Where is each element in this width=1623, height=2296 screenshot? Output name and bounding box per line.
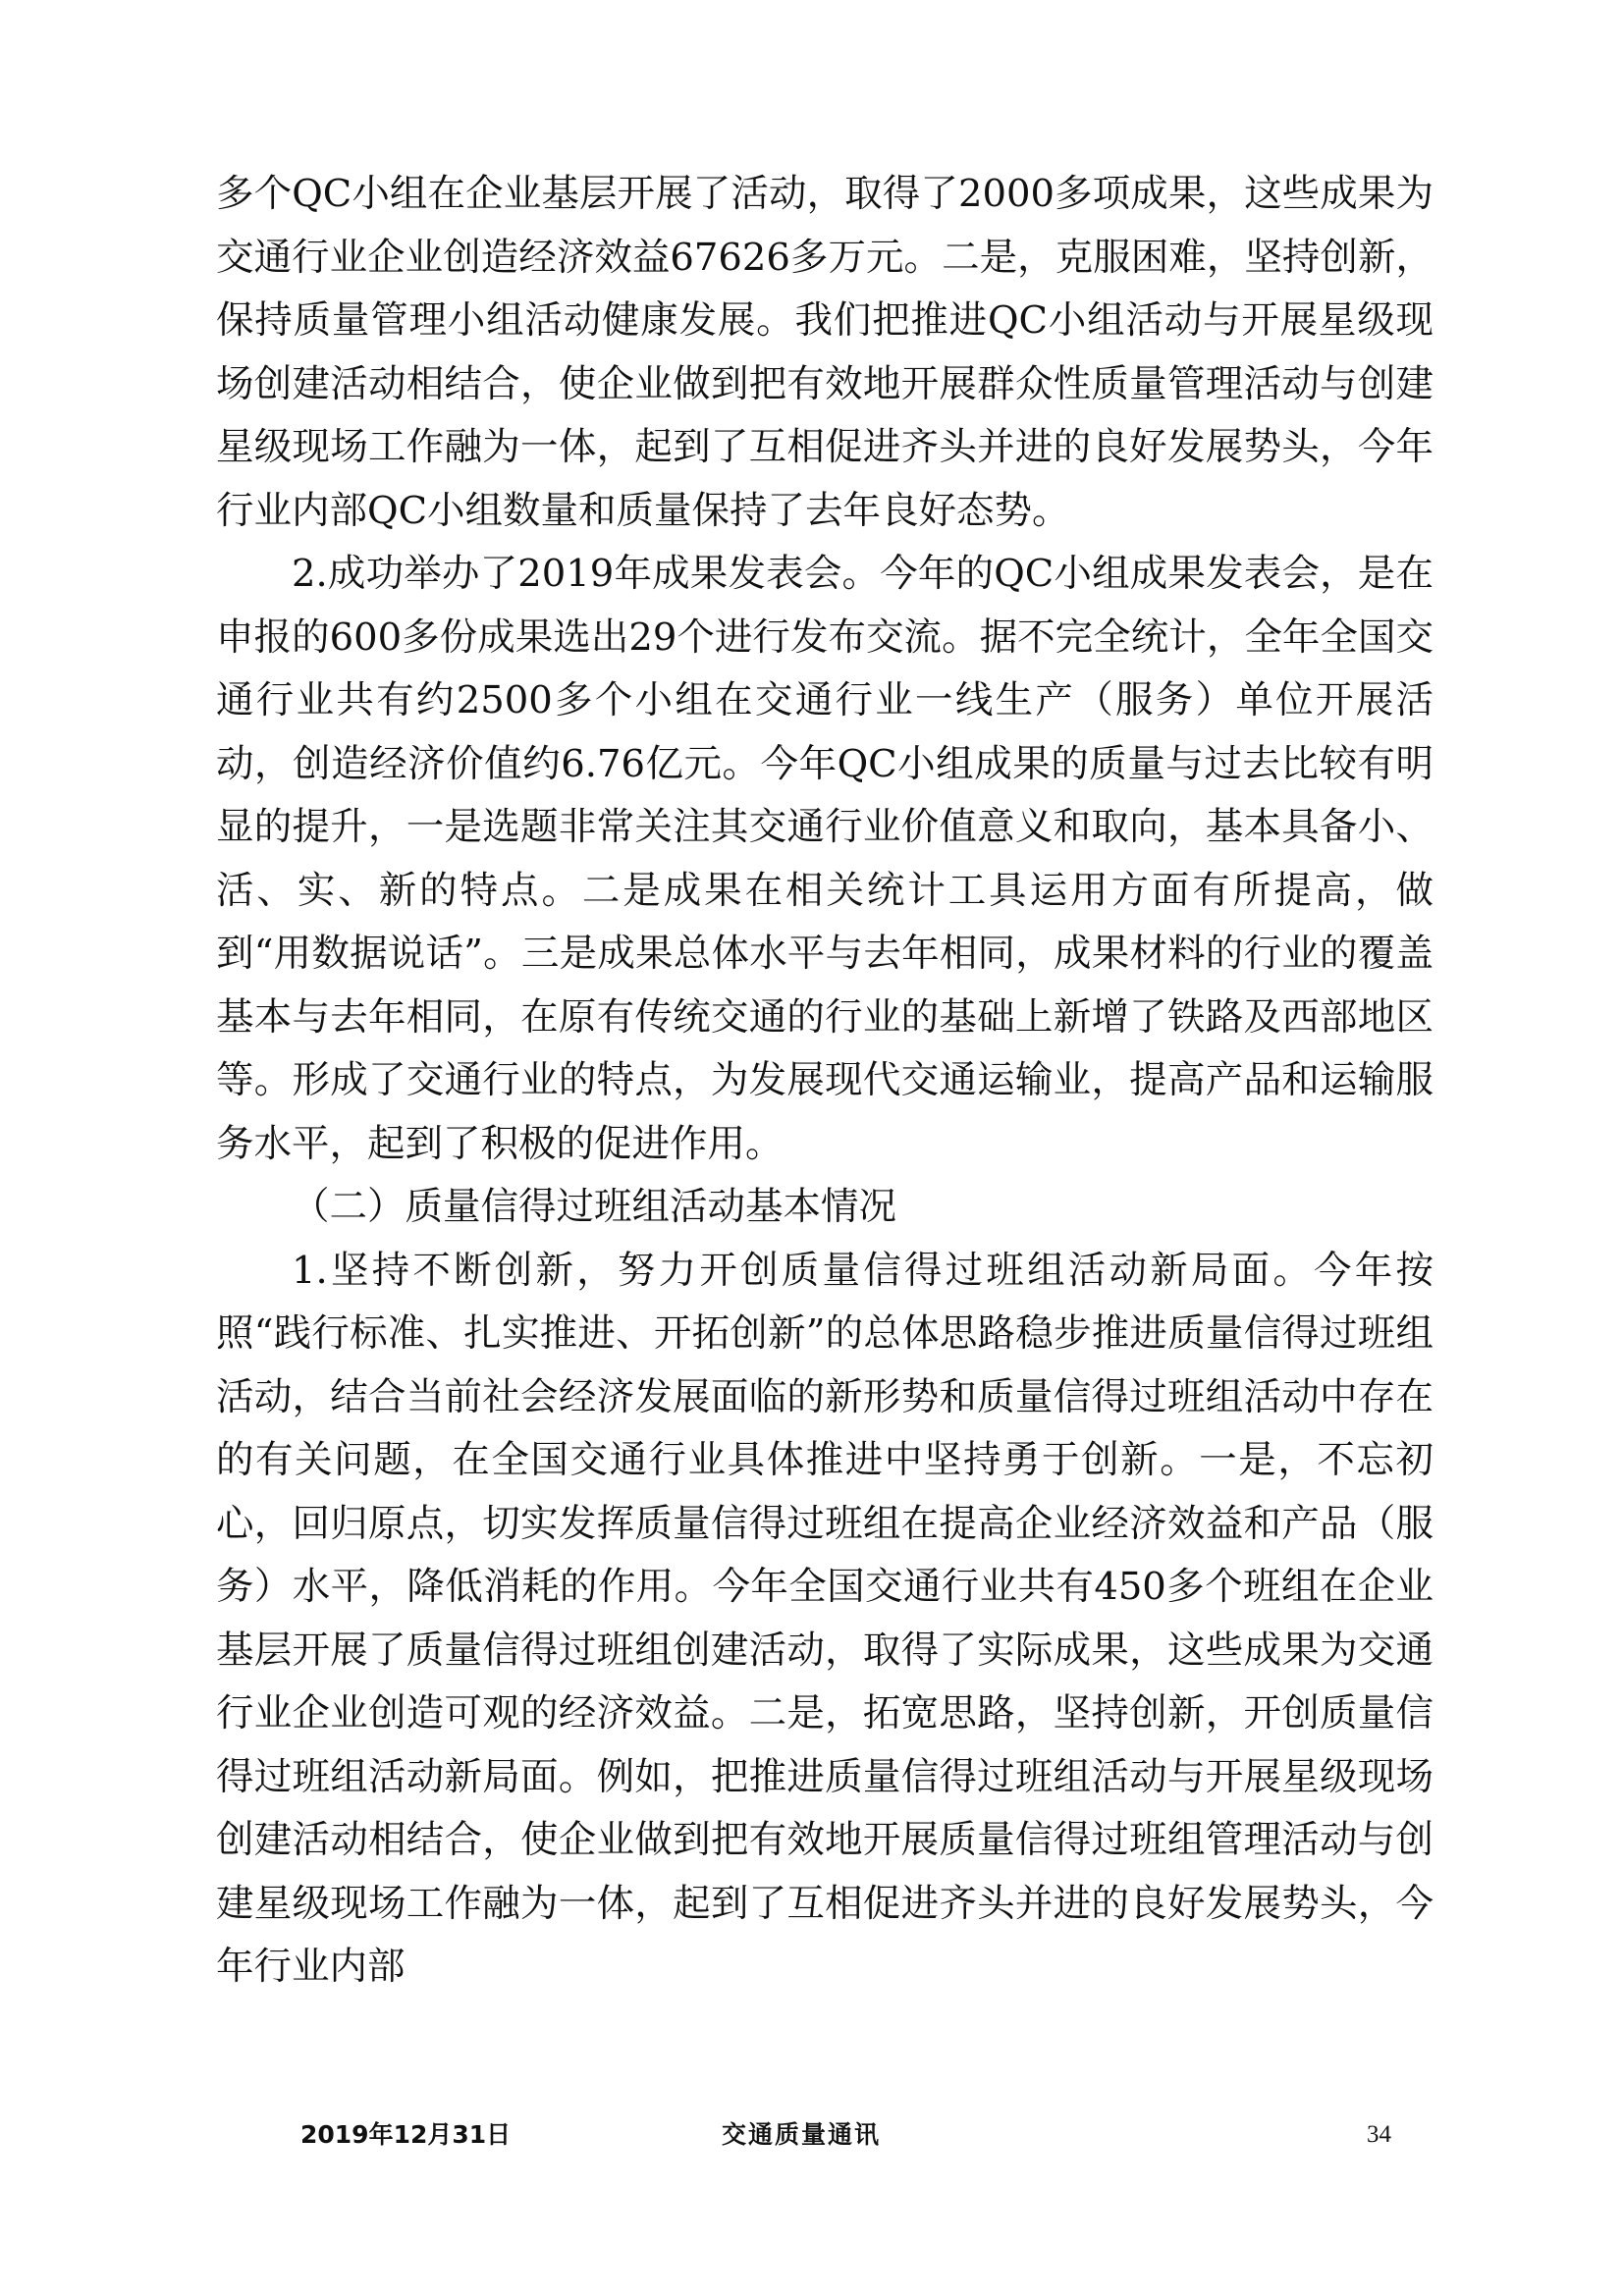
section-heading: （二）质量信得过班组活动基本情况 — [292, 1185, 897, 1229]
paragraph-item-1: 1.坚持不断创新，努力开创质量信得过班组活动新局面。今年按照“践行标准、扎实推进、开拓创新”的总体思路稳步推进质量信得过班组活动，结合当前社会经济发展面临的新形势和质量信得过班组活动中存在的有关问题，在全国交通行业具体推进中坚持勇于创新。一是，不忘初心，回归原点，切实发挥质量信得过班组在提高企业经济效益和产品（服务）水平，降低消耗的作用。今年全国交通行业共有450多个班组在企业基层开展了质量信得过班组创建活动，取得了实际成果，这些成果为交通行业企业创造可观的经济效益。二是，拓宽思路，坚持创新，开创质量信得过班组活动新局面。例如，把推进质量信得过班组活动与开展星级现场创建活动相结合，使企业做到把有效地开展质量信得过班组管理活动与创建星级现场工作融为一体，起到了互相促进齐头并进的良好发展势头，今年行业内部 — [216, 1248, 1434, 1989]
paragraph-continued: 多个QC小组在企业基层开展了活动，取得了2000多项成果，这些成果为交通行业企业创造经济效益67626多万元。二是，克服困难，坚持创新，保持质量管理小组活动健康发展。我们把推进QC小组活动与开展星级现场创建活动相结合，使企业做到把有效地开展群众性质量管理活动与创建星级现场工作融为一体，起到了互相促进齐头并进的良好发展势头，今年行业内部QC小组数量和质量保持了去年良好态势。 — [216, 172, 1434, 533]
footer-date: 2019年12月31日 — [300, 2120, 512, 2149]
body-text — [216, 163, 1434, 2000]
footer-page-number: 34 — [1367, 2121, 1391, 2148]
footer-publication-title: 交通质量通讯 — [722, 2120, 882, 2149]
paragraph-item-2: 2.成功举办了2019年成果发表会。今年的QC小组成果发表会，是在申报的600多份成果选出29个进行发布交流。据不完全统计，全年全国交通行业共有约2500多个小组在交通行业一线生产（服务）单位开展活动，创造经济价值约6.76亿元。今年QC小组成果的质量与过去比较有明显的提升，一是选题非常关注其交通行业价值意义和取向，基本具备小、活、实、新的特点。二是成果在相关统计工具运用方面有所提高，做到“用数据说话”。三是成果总体水平与去年相同，成果材料的行业的覆盖基本与去年相同，在原有传统交通的行业的基础上新增了铁路及西部地区等。形成了交通行业的特点，为发展现代交通运输业，提高产品和运输服务水平，起到了积极的促进作用。 — [216, 552, 1434, 1166]
